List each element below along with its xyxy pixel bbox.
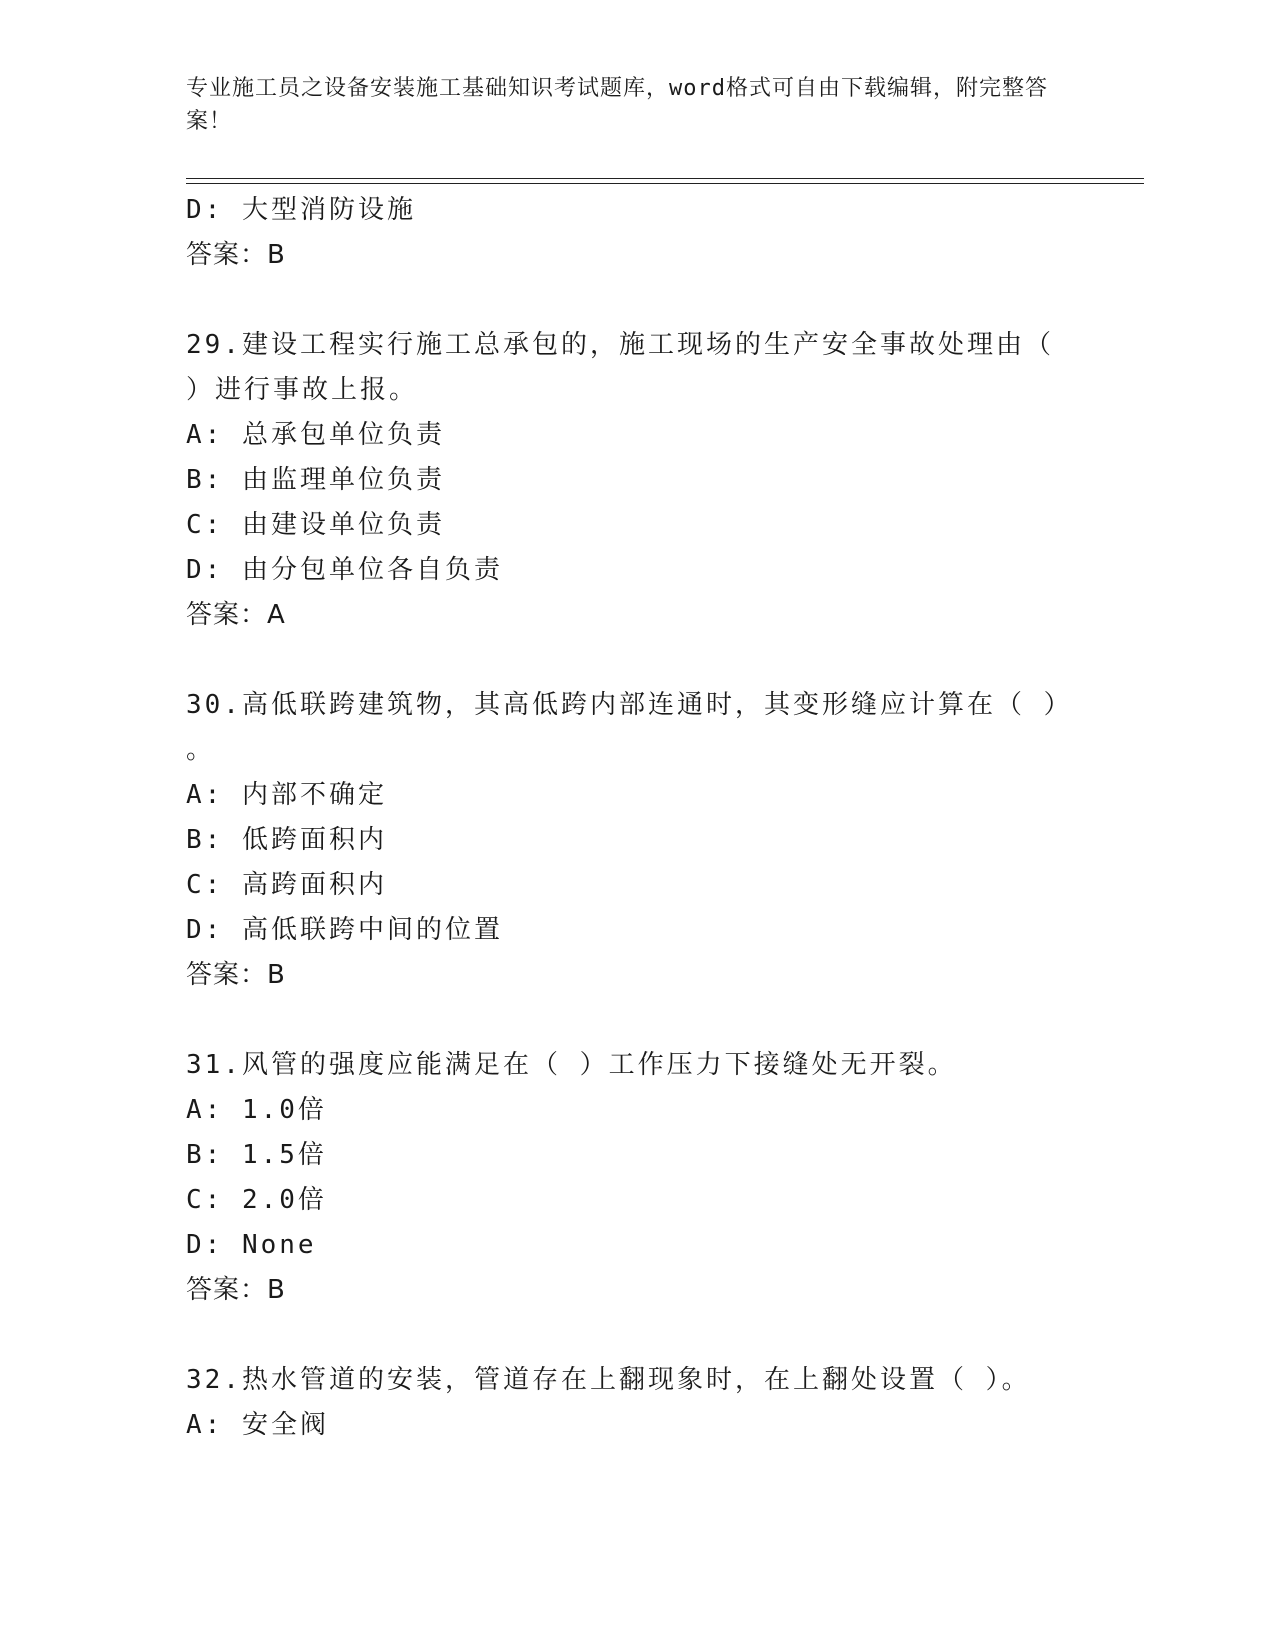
question-32 [186, 1358, 1086, 1448]
answer-line: 答案：B [186, 240, 286, 270]
question-stem: 30.高低联跨建筑物，其高低跨内部连通时，其变形缝应计算在（ ） [186, 690, 1073, 720]
option-a: A: 总承包单位负责 [186, 420, 445, 450]
question-29 [186, 323, 1086, 638]
option-c: C: 由建设单位负责 [186, 510, 445, 540]
option-a: A: 1.0倍 [186, 1095, 327, 1125]
question-stem: 31.风管的强度应能满足在（ ）工作压力下接缝处无开裂。 [186, 1050, 957, 1080]
question-list [186, 188, 1086, 1448]
question-stem-continued: 。 [186, 735, 216, 765]
option-d: D: 由分包单位各自负责 [186, 555, 503, 585]
answer-line: 答案：A [186, 600, 286, 630]
question-stem: 29.建设工程实行施工总承包的，施工现场的生产安全事故处理由（ [186, 330, 1054, 360]
option-d: D: 大型消防设施 [186, 195, 416, 225]
question-stem: 32.热水管道的安装，管道存在上翻现象时，在上翻处设置（ ）。 [186, 1365, 1031, 1395]
question-30 [186, 683, 1086, 998]
option-c: C: 2.0倍 [186, 1185, 327, 1215]
document-header: 专业施工员之设备安装施工基础知识考试题库，word格式可自由下载编辑，附完整答案！ [186, 76, 1048, 134]
spacer [186, 638, 1086, 683]
answer-line: 答案：B [186, 1275, 286, 1305]
question-stem-continued: ）进行事故上报。 [186, 375, 419, 405]
option-a: A: 安全阀 [186, 1410, 329, 1440]
header-divider-bottom [186, 183, 1144, 184]
option-b: B: 由监理单位负责 [186, 465, 445, 495]
option-d: D: None [186, 1230, 317, 1260]
answer-line: 答案：B [186, 960, 286, 990]
question-31 [186, 1043, 1086, 1313]
question-28-tail [186, 188, 1086, 278]
option-b: B: 低跨面积内 [186, 825, 387, 855]
option-d: D: 高低联跨中间的位置 [186, 915, 503, 945]
option-a: A: 内部不确定 [186, 780, 387, 810]
spacer [186, 278, 1086, 323]
option-b: B: 1.5倍 [186, 1140, 327, 1170]
spacer [186, 998, 1086, 1043]
header-divider-top [186, 178, 1144, 179]
spacer [186, 1313, 1086, 1358]
option-c: C: 高跨面积内 [186, 870, 387, 900]
